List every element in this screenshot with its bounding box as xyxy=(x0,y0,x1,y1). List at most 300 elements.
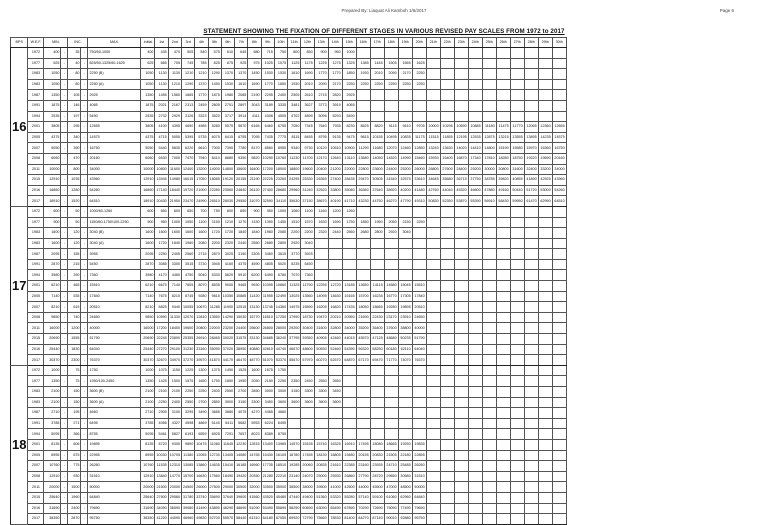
stage-value: 28435 xyxy=(342,175,356,186)
stage-value: 45320 xyxy=(454,185,468,196)
stage-value xyxy=(482,397,496,408)
stage-value: 45480 xyxy=(274,492,287,503)
stage-value: 37150 xyxy=(301,196,314,207)
stage-value: 21950 xyxy=(168,196,181,207)
stage-value: 6060 xyxy=(141,153,155,164)
stage-value xyxy=(370,111,384,122)
stage-value xyxy=(440,439,454,450)
stage-value: 3300 xyxy=(248,397,261,408)
stage-value xyxy=(468,259,482,270)
stage-value: 1210 xyxy=(168,79,181,90)
table-row xyxy=(11,164,567,175)
stage-value: 1350 xyxy=(141,376,155,387)
stage-value: 1750 xyxy=(274,365,287,376)
stage-value: 12400 xyxy=(182,164,195,175)
stage-value: 13025 xyxy=(288,291,301,302)
stage-value: 925 xyxy=(235,58,248,69)
min-pay: 1000 xyxy=(44,365,61,376)
stage-value xyxy=(454,48,468,59)
column-header-inc: INC. xyxy=(68,38,88,48)
stage-value: 2850 xyxy=(208,397,221,408)
stage-value xyxy=(538,344,552,355)
stage-value: 4869 xyxy=(195,418,208,429)
stage-value: 25000 xyxy=(314,471,328,482)
wef-year: 1991 xyxy=(28,418,44,429)
stage-value xyxy=(552,418,566,429)
dash-separator: - xyxy=(81,492,88,503)
stage-value: 25640 xyxy=(141,492,155,503)
stage-value: 62960 xyxy=(398,492,412,503)
stage-value: 6530 xyxy=(155,153,168,164)
stage-value: 6165 xyxy=(248,122,261,133)
increment: 146 xyxy=(68,100,81,111)
stage-value: 38950 xyxy=(235,344,248,355)
stage-value: 8023 xyxy=(248,429,261,440)
stage-value: 2150 xyxy=(398,217,412,228)
stage-value: 18400 xyxy=(168,323,181,334)
stage-value: 1950 xyxy=(235,376,248,387)
stage-value: 2450 xyxy=(301,376,314,387)
increment: 2300 xyxy=(68,355,81,366)
stage-value: 16105 xyxy=(274,450,287,461)
max-scale: 24650 xyxy=(88,312,141,323)
stage-value xyxy=(538,58,552,69)
stage-value xyxy=(482,79,496,90)
max-scale: 40000 xyxy=(88,323,141,334)
dash-separator: - xyxy=(61,153,68,164)
stage-value: 13400 xyxy=(261,439,274,450)
dash-separator: - xyxy=(81,408,88,419)
stage-value: 34645 xyxy=(426,175,440,186)
column-header-min: MIN. xyxy=(44,38,68,48)
stage-value: 1100 xyxy=(301,206,314,217)
stage-value: 14000 xyxy=(208,164,221,175)
stage-value: 12815 xyxy=(248,439,261,450)
stage-value xyxy=(510,376,524,387)
column-header-stage: 9th xyxy=(261,38,274,48)
column-header-stage: 6th xyxy=(221,38,234,48)
stage-value: 61310 xyxy=(248,514,261,525)
wef-year: 2015 xyxy=(28,175,44,186)
stage-value: 57970 xyxy=(301,355,314,366)
stage-value xyxy=(314,418,328,429)
stage-value xyxy=(440,482,454,493)
stage-value xyxy=(468,471,482,482)
stage-value xyxy=(370,206,384,217)
stage-value: 4170 xyxy=(155,270,168,281)
stage-value: 2650 xyxy=(328,376,342,387)
stage-value: 14755 xyxy=(248,450,261,461)
stage-value: 10800 xyxy=(155,164,168,175)
stage-value: 5827 xyxy=(168,429,181,440)
stage-value: 30400 xyxy=(301,323,314,334)
stage-value: 1000 xyxy=(342,48,356,59)
stage-value: 13650 xyxy=(356,281,370,292)
stage-value xyxy=(524,48,538,59)
stage-value: 1375 xyxy=(208,365,221,376)
stage-value: 10670 xyxy=(195,302,208,313)
wef-year: 1972 xyxy=(28,48,44,59)
column-header-stage: 12th xyxy=(301,38,314,48)
stage-value xyxy=(482,270,496,281)
stage-value xyxy=(538,429,552,440)
stage-value: 19250 xyxy=(398,439,412,450)
dash-separator: - xyxy=(81,100,88,111)
stage-value xyxy=(482,302,496,313)
stage-value xyxy=(510,323,524,334)
stage-value xyxy=(370,418,384,429)
stage-value: 11680 xyxy=(370,143,384,154)
min-pay: 12910 xyxy=(44,471,61,482)
table-row xyxy=(11,302,567,313)
stage-value xyxy=(356,376,370,387)
stage-value: 1050 xyxy=(141,69,155,80)
stage-value: 47440 xyxy=(288,492,301,503)
stage-value: 14800 xyxy=(221,164,234,175)
stage-value: 30505 xyxy=(370,175,384,186)
stage-value xyxy=(496,365,510,376)
stage-value xyxy=(426,429,440,440)
stage-value: 26000 xyxy=(412,164,426,175)
min-pay: 2095 xyxy=(44,249,61,260)
min-pay: 400 xyxy=(44,48,61,59)
stage-value: 60690 xyxy=(301,503,314,514)
stage-value: 24070 xyxy=(301,471,314,482)
stage-value xyxy=(370,365,384,376)
stage-value: 45570 xyxy=(356,334,370,345)
stage-value: 2680 xyxy=(261,238,274,249)
stage-value: 14410 xyxy=(468,143,482,154)
stage-value xyxy=(440,48,454,59)
max-scale: 2925 xyxy=(88,90,141,101)
stage-value: 1600 xyxy=(141,238,155,249)
stage-value: 40190 xyxy=(328,196,342,207)
stage-value xyxy=(496,376,510,387)
column-header-stage: 17th xyxy=(370,38,384,48)
stage-value: 10295 xyxy=(440,122,454,133)
stage-value: 90010 xyxy=(384,514,398,525)
stage-value: 1385 xyxy=(356,58,370,69)
stage-value xyxy=(482,281,496,292)
max-scale: 4065 xyxy=(88,100,141,111)
max-scale: 15510 xyxy=(88,281,141,292)
stage-value: 20160 xyxy=(552,153,566,164)
stage-value: 16820 xyxy=(328,302,342,313)
stage-value: 20060 xyxy=(301,461,314,472)
stage-value xyxy=(524,238,538,249)
stage-value: 4160 xyxy=(221,259,234,270)
stage-value: 26510 xyxy=(208,196,221,207)
stage-value: 7940 xyxy=(195,153,208,164)
stage-value: 22180 xyxy=(398,450,412,461)
stage-value: 1610 xyxy=(288,69,301,80)
stage-value: 9890 xyxy=(182,439,195,450)
wef-year: 2005 xyxy=(28,132,44,143)
stage-value: 1175 xyxy=(301,58,314,69)
stage-value: 30000 xyxy=(482,164,496,175)
stage-value: 11955 xyxy=(261,291,274,302)
stage-value: 52700 xyxy=(208,514,221,525)
stage-value: 10155 xyxy=(370,132,384,143)
stage-value xyxy=(356,418,370,429)
stage-value: 15930 xyxy=(426,153,440,164)
stage-value xyxy=(482,249,496,260)
stage-value: 2897 xyxy=(235,100,248,111)
stage-value: 60180 xyxy=(384,344,398,355)
wef-year: 1987 xyxy=(28,249,44,260)
stage-value xyxy=(356,408,370,419)
stage-value xyxy=(552,90,566,101)
stage-value: 8825 xyxy=(155,302,168,313)
stage-value xyxy=(482,365,496,376)
stage-value: 26910 xyxy=(195,334,208,345)
stage-value: 22800 xyxy=(356,164,370,175)
stage-value: 17305 xyxy=(398,291,412,302)
wef-year: 2017 xyxy=(28,514,44,525)
stage-value: 14095 xyxy=(314,291,328,302)
stage-value xyxy=(426,503,440,514)
stage-value: 2100 xyxy=(155,387,168,398)
table-row xyxy=(11,238,567,249)
stage-value xyxy=(510,270,524,281)
stage-value xyxy=(468,387,482,398)
dash-separator: - xyxy=(81,291,88,302)
stage-value: 34000 xyxy=(552,164,566,175)
stage-value: 2870 xyxy=(141,259,155,270)
stage-value xyxy=(454,334,468,345)
stage-value xyxy=(496,238,510,249)
stage-value: 39820 xyxy=(496,175,510,186)
stage-value: 3000 xyxy=(261,387,274,398)
stage-value xyxy=(440,100,454,111)
stage-value: 2440 xyxy=(328,228,342,239)
stage-value: 2095 xyxy=(141,249,155,260)
dash-separator: - xyxy=(61,365,68,376)
stage-value: 17140 xyxy=(155,185,168,196)
stage-value: 22210 xyxy=(274,471,287,482)
stage-value xyxy=(288,418,301,429)
stage-value: 1950 xyxy=(370,217,384,228)
stage-value: 6200 xyxy=(248,270,261,281)
stage-value: 36240 xyxy=(274,334,287,345)
stage-value: 610 xyxy=(221,48,234,59)
stage-value xyxy=(524,90,538,101)
wef-year: 2001 xyxy=(28,281,44,292)
table-row xyxy=(11,514,567,525)
stage-value xyxy=(482,334,496,345)
stage-value: 16235 xyxy=(370,291,384,302)
stage-value xyxy=(482,514,496,525)
stage-value xyxy=(412,270,426,281)
wef-year: 2005 xyxy=(28,450,44,461)
stage-value xyxy=(440,334,454,345)
max-scale: 3955 xyxy=(88,249,141,260)
stage-value xyxy=(454,228,468,239)
stage-value: 10030 xyxy=(155,450,168,461)
stage-value: 27400 xyxy=(261,185,274,196)
stage-value xyxy=(538,270,552,281)
wef-year: 2001 xyxy=(28,122,44,133)
increment: 271 xyxy=(68,418,81,429)
stage-value xyxy=(440,111,454,122)
stage-value: 10055 xyxy=(182,302,195,313)
stage-value xyxy=(412,376,426,387)
dash-separator: - xyxy=(61,450,68,461)
stage-value: 56910 xyxy=(482,196,496,207)
dash-separator: - xyxy=(61,270,68,281)
stage-value xyxy=(496,281,510,292)
stage-value: 61060 xyxy=(384,492,398,503)
stage-value: 12535 xyxy=(468,132,482,143)
stage-value: 14770 xyxy=(168,471,181,482)
increment: 775 xyxy=(68,461,81,472)
stage-value: 62990 xyxy=(538,196,552,207)
stage-value: 5055 xyxy=(168,132,181,143)
table-row xyxy=(11,397,567,408)
stage-value xyxy=(524,397,538,408)
stage-value: 3914 xyxy=(235,111,248,122)
wef-year: 2016 xyxy=(28,344,44,355)
stage-value xyxy=(440,355,454,366)
min-pay: 600 xyxy=(44,206,61,217)
stage-value: 6925 xyxy=(208,429,221,440)
stage-value xyxy=(454,238,468,249)
stage-value: 2870 xyxy=(208,249,221,260)
stage-value xyxy=(552,69,566,80)
stage-value: 22430 xyxy=(370,312,384,323)
max-scale: 3040 (A) xyxy=(88,238,141,249)
stage-value: 75090 xyxy=(384,503,398,514)
table-row xyxy=(11,153,567,164)
dash-separator: - xyxy=(81,48,88,59)
stage-value: 1600 xyxy=(182,228,195,239)
stage-value: 625 xyxy=(141,58,155,69)
stage-value xyxy=(552,259,566,270)
stage-value xyxy=(538,439,552,450)
stage-value xyxy=(524,302,538,313)
stage-value xyxy=(482,408,496,419)
stage-value: 645 xyxy=(235,48,248,59)
wef-year: 1991 xyxy=(28,100,44,111)
stage-value: 16510 xyxy=(261,312,274,323)
dash-separator: - xyxy=(61,111,68,122)
stage-value: 1150 xyxy=(208,217,221,228)
wef-year: 1977 xyxy=(28,217,44,228)
stage-value: 1350 xyxy=(141,90,155,101)
stage-value: 2710 xyxy=(141,408,155,419)
min-pay: 5095 xyxy=(44,429,61,440)
stage-value: 33200 xyxy=(538,164,552,175)
stage-value: 18665 xyxy=(384,439,398,450)
stage-value xyxy=(426,291,440,302)
stage-value xyxy=(538,376,552,387)
stage-value xyxy=(510,249,524,260)
stage-value: 1530 xyxy=(221,79,234,90)
stage-value: 3925 xyxy=(301,249,314,260)
stage-value: 9730 xyxy=(301,143,314,154)
stage-value: 2170 xyxy=(398,69,412,80)
stage-value: 50000 xyxy=(412,482,426,493)
table-row xyxy=(11,312,567,323)
table-row xyxy=(11,228,567,239)
stage-value xyxy=(426,418,440,429)
stage-value: 15580 xyxy=(510,143,524,154)
stage-value: 75660 xyxy=(314,514,328,525)
column-header-max: MAX. xyxy=(88,38,141,48)
column-header-stage: 26th xyxy=(496,38,510,48)
stage-value: 3730 xyxy=(195,259,208,270)
stage-value xyxy=(482,238,496,249)
stage-value xyxy=(468,439,482,450)
dash-separator: - xyxy=(81,175,88,186)
stage-value: 13185 xyxy=(342,281,356,292)
stage-value: 58290 xyxy=(288,503,301,514)
stage-value: 53490 xyxy=(261,503,274,514)
stage-value: 4505 xyxy=(274,111,287,122)
stage-value: 1840 xyxy=(235,228,248,239)
stage-value: 2250 xyxy=(274,376,287,387)
dash-separator: - xyxy=(61,492,68,503)
stage-value xyxy=(482,100,496,111)
stage-value: 44040 xyxy=(440,185,454,196)
stage-value: 4375 xyxy=(141,132,155,143)
stage-value: 3481 xyxy=(288,100,301,111)
stage-value: 21690 xyxy=(356,312,370,323)
stage-value: 8525 xyxy=(356,122,370,133)
stage-value xyxy=(510,259,524,270)
min-pay: 31690 xyxy=(44,503,61,514)
dash-separator: - xyxy=(81,323,88,334)
stage-value: 59100 xyxy=(370,492,384,503)
stage-value xyxy=(356,111,370,122)
stage-value: 48600 xyxy=(301,344,314,355)
max-scale: 17840 xyxy=(88,291,141,302)
stage-value: 42810 xyxy=(261,344,274,355)
stage-value: 14975 xyxy=(288,302,301,313)
stage-value xyxy=(552,217,566,228)
stage-value: 6610 xyxy=(195,143,208,154)
stage-value xyxy=(328,429,342,440)
stage-value: 2167 xyxy=(168,100,181,111)
stage-value xyxy=(370,376,384,387)
increment: 290 xyxy=(68,270,81,281)
stage-value: 4899 xyxy=(301,111,314,122)
stage-value xyxy=(538,482,552,493)
dash-separator: - xyxy=(61,482,68,493)
stage-value xyxy=(538,249,552,260)
stage-value: 49400 xyxy=(301,492,314,503)
column-header-stage: 29th xyxy=(538,38,552,48)
stage-value: 39350 xyxy=(301,334,314,345)
stage-value xyxy=(384,90,398,101)
stage-value xyxy=(538,79,552,90)
stage-value: 32520 xyxy=(314,185,328,196)
stage-value: 1875 xyxy=(208,90,221,101)
wef-year: 1994 xyxy=(28,429,44,440)
dash-separator: - xyxy=(81,376,88,387)
stage-value: 470 xyxy=(168,48,181,59)
stage-value: 22280 xyxy=(208,185,221,196)
stage-value: 900 xyxy=(314,48,328,59)
wef-year: 2007 xyxy=(28,302,44,313)
stage-value xyxy=(454,291,468,302)
stage-value: 2929 xyxy=(168,111,181,122)
stage-value: 12065 xyxy=(524,122,538,133)
stage-value: 64510 xyxy=(552,196,566,207)
stage-value: 8170 xyxy=(248,143,261,154)
stage-value: 11180 xyxy=(482,122,496,133)
stage-value: 825 xyxy=(208,58,221,69)
